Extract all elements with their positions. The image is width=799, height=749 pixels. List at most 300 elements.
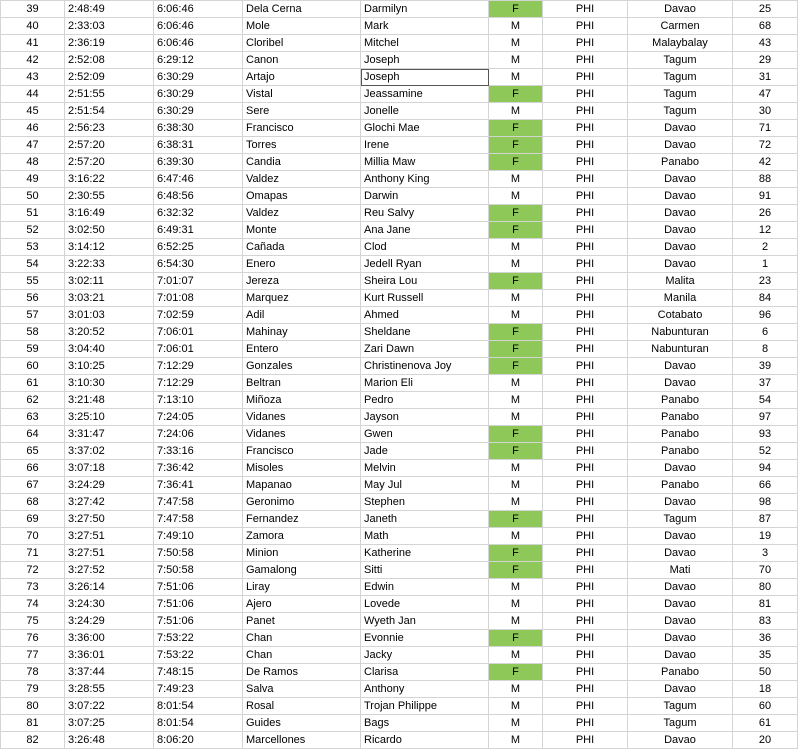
cell-finish-time[interactable]: 7:12:29 [154,358,243,375]
cell-last-name[interactable]: Valdez [243,171,361,188]
cell-country[interactable]: PHI [543,18,628,35]
cell-age[interactable]: 37 [733,375,798,392]
cell-finish-time[interactable]: 7:01:07 [154,273,243,290]
cell-last-name[interactable]: Marcellones [243,732,361,749]
cell-split-time[interactable]: 3:27:42 [65,494,154,511]
cell-split-time[interactable]: 2:52:08 [65,52,154,69]
cell-gender[interactable]: F [489,358,543,375]
cell-gender[interactable]: M [489,732,543,749]
cell-age[interactable]: 83 [733,613,798,630]
cell-country[interactable]: PHI [543,171,628,188]
cell-split-time[interactable]: 3:10:30 [65,375,154,392]
cell-age[interactable]: 29 [733,52,798,69]
cell-city[interactable]: Tagum [628,103,733,120]
cell-gender[interactable]: M [489,494,543,511]
cell-split-time[interactable]: 2:48:49 [65,1,154,18]
cell-last-name[interactable]: Valdez [243,205,361,222]
cell-finish-time[interactable]: 6:52:25 [154,239,243,256]
cell-split-time[interactable]: 2:36:19 [65,35,154,52]
cell-last-name[interactable]: Candia [243,154,361,171]
cell-gender[interactable]: F [489,324,543,341]
cell-country[interactable]: PHI [543,647,628,664]
cell-rank[interactable]: 53 [1,239,65,256]
cell-age[interactable]: 39 [733,358,798,375]
cell-country[interactable]: PHI [543,613,628,630]
cell-first-name[interactable]: May Jul [361,477,489,494]
cell-finish-time[interactable]: 7:06:01 [154,324,243,341]
cell-age[interactable]: 98 [733,494,798,511]
cell-age[interactable]: 87 [733,511,798,528]
cell-city[interactable]: Davao [628,732,733,749]
cell-country[interactable]: PHI [543,715,628,732]
cell-split-time[interactable]: 3:26:48 [65,732,154,749]
cell-city[interactable]: Davao [628,613,733,630]
cell-last-name[interactable]: Chan [243,630,361,647]
cell-rank[interactable]: 81 [1,715,65,732]
cell-last-name[interactable]: Sere [243,103,361,120]
cell-age[interactable]: 71 [733,120,798,137]
cell-split-time[interactable]: 3:22:33 [65,256,154,273]
cell-last-name[interactable]: Liray [243,579,361,596]
cell-gender[interactable]: M [489,579,543,596]
cell-rank[interactable]: 82 [1,732,65,749]
cell-country[interactable]: PHI [543,664,628,681]
cell-last-name[interactable]: Entero [243,341,361,358]
cell-country[interactable]: PHI [543,579,628,596]
cell-finish-time[interactable]: 6:06:46 [154,35,243,52]
cell-rank[interactable]: 67 [1,477,65,494]
cell-rank[interactable]: 46 [1,120,65,137]
cell-rank[interactable]: 68 [1,494,65,511]
cell-age[interactable]: 18 [733,681,798,698]
cell-first-name[interactable]: Darmilyn [361,1,489,18]
cell-city[interactable]: Carmen [628,18,733,35]
cell-first-name[interactable]: Anthony [361,681,489,698]
cell-split-time[interactable]: 3:07:22 [65,698,154,715]
cell-finish-time[interactable]: 7:13:10 [154,392,243,409]
cell-finish-time[interactable]: 7:36:41 [154,477,243,494]
cell-split-time[interactable]: 3:04:40 [65,341,154,358]
cell-country[interactable]: PHI [543,290,628,307]
cell-finish-time[interactable]: 7:24:05 [154,409,243,426]
cell-city[interactable]: Davao [628,171,733,188]
cell-first-name[interactable]: Katherine [361,545,489,562]
cell-last-name[interactable]: Zamora [243,528,361,545]
cell-city[interactable]: Davao [628,647,733,664]
cell-gender[interactable]: M [489,171,543,188]
cell-rank[interactable]: 44 [1,86,65,103]
cell-first-name[interactable]: Bags [361,715,489,732]
cell-country[interactable]: PHI [543,1,628,18]
cell-last-name[interactable]: Francisco [243,120,361,137]
cell-city[interactable]: Tagum [628,52,733,69]
cell-city[interactable]: Davao [628,494,733,511]
cell-split-time[interactable]: 3:25:10 [65,409,154,426]
cell-city[interactable]: Davao [628,239,733,256]
cell-age[interactable]: 60 [733,698,798,715]
cell-rank[interactable]: 65 [1,443,65,460]
cell-gender[interactable]: M [489,103,543,120]
cell-split-time[interactable]: 3:16:22 [65,171,154,188]
cell-gender[interactable]: M [489,256,543,273]
cell-country[interactable]: PHI [543,358,628,375]
cell-country[interactable]: PHI [543,86,628,103]
cell-finish-time[interactable]: 6:30:29 [154,103,243,120]
cell-first-name[interactable]: Jonelle [361,103,489,120]
cell-finish-time[interactable]: 7:51:06 [154,596,243,613]
cell-country[interactable]: PHI [543,511,628,528]
cell-split-time[interactable]: 3:24:29 [65,477,154,494]
cell-age[interactable]: 84 [733,290,798,307]
cell-finish-time[interactable]: 7:49:10 [154,528,243,545]
cell-last-name[interactable]: Chan [243,647,361,664]
cell-split-time[interactable]: 3:10:25 [65,358,154,375]
cell-city[interactable]: Davao [628,1,733,18]
cell-city[interactable]: Malaybalay [628,35,733,52]
cell-finish-time[interactable]: 8:01:54 [154,715,243,732]
cell-split-time[interactable]: 3:21:48 [65,392,154,409]
cell-finish-time[interactable]: 6:32:32 [154,205,243,222]
cell-age[interactable]: 81 [733,596,798,613]
cell-finish-time[interactable]: 7:51:06 [154,613,243,630]
cell-finish-time[interactable]: 6:06:46 [154,18,243,35]
cell-last-name[interactable]: Minion [243,545,361,562]
cell-first-name[interactable]: Mitchel [361,35,489,52]
cell-city[interactable]: Panabo [628,426,733,443]
cell-last-name[interactable]: Vidanes [243,409,361,426]
cell-city[interactable]: Panabo [628,392,733,409]
cell-first-name[interactable]: Pedro [361,392,489,409]
cell-first-name[interactable]: Trojan Philippe [361,698,489,715]
cell-country[interactable]: PHI [543,409,628,426]
cell-rank[interactable]: 56 [1,290,65,307]
cell-split-time[interactable]: 3:36:00 [65,630,154,647]
cell-finish-time[interactable]: 6:38:30 [154,120,243,137]
cell-gender[interactable]: M [489,290,543,307]
cell-last-name[interactable]: Mapanao [243,477,361,494]
cell-age[interactable]: 88 [733,171,798,188]
cell-first-name[interactable]: Clarisa [361,664,489,681]
cell-split-time[interactable]: 3:37:44 [65,664,154,681]
cell-finish-time[interactable]: 6:30:29 [154,86,243,103]
cell-age[interactable]: 70 [733,562,798,579]
cell-split-time[interactable]: 2:57:20 [65,137,154,154]
cell-age[interactable]: 47 [733,86,798,103]
cell-age[interactable]: 66 [733,477,798,494]
cell-age[interactable]: 61 [733,715,798,732]
cell-last-name[interactable]: Omapas [243,188,361,205]
cell-last-name[interactable]: Cloribel [243,35,361,52]
cell-city[interactable]: Davao [628,256,733,273]
cell-split-time[interactable]: 3:28:55 [65,681,154,698]
cell-last-name[interactable]: Torres [243,137,361,154]
cell-gender[interactable]: M [489,460,543,477]
cell-finish-time[interactable]: 7:53:22 [154,647,243,664]
cell-finish-time[interactable]: 8:06:20 [154,732,243,749]
cell-split-time[interactable]: 3:07:25 [65,715,154,732]
cell-first-name[interactable]: Stephen [361,494,489,511]
cell-city[interactable]: Davao [628,188,733,205]
cell-country[interactable]: PHI [543,528,628,545]
cell-split-time[interactable]: 3:24:29 [65,613,154,630]
cell-last-name[interactable]: Guides [243,715,361,732]
cell-gender[interactable]: M [489,613,543,630]
cell-gender[interactable]: M [489,392,543,409]
cell-split-time[interactable]: 2:57:20 [65,154,154,171]
cell-gender[interactable]: F [489,1,543,18]
cell-rank[interactable]: 75 [1,613,65,630]
cell-city[interactable]: Cotabato [628,307,733,324]
cell-city[interactable]: Davao [628,120,733,137]
cell-city[interactable]: Nabunturan [628,341,733,358]
cell-country[interactable]: PHI [543,443,628,460]
cell-gender[interactable]: M [489,528,543,545]
cell-rank[interactable]: 43 [1,69,65,86]
cell-finish-time[interactable]: 7:24:06 [154,426,243,443]
cell-split-time[interactable]: 2:56:23 [65,120,154,137]
cell-gender[interactable]: M [489,477,543,494]
cell-rank[interactable]: 57 [1,307,65,324]
cell-city[interactable]: Davao [628,460,733,477]
cell-country[interactable]: PHI [543,52,628,69]
cell-split-time[interactable]: 3:27:52 [65,562,154,579]
cell-first-name[interactable]: Evonnie [361,630,489,647]
cell-finish-time[interactable]: 6:29:12 [154,52,243,69]
cell-rank[interactable]: 63 [1,409,65,426]
cell-gender[interactable]: F [489,511,543,528]
cell-finish-time[interactable]: 7:47:58 [154,511,243,528]
cell-city[interactable]: Davao [628,596,733,613]
cell-finish-time[interactable]: 6:47:46 [154,171,243,188]
cell-city[interactable]: Davao [628,358,733,375]
cell-age[interactable]: 54 [733,392,798,409]
cell-first-name[interactable]: Jedell Ryan [361,256,489,273]
cell-first-name[interactable]: Clod [361,239,489,256]
cell-city[interactable]: Panabo [628,409,733,426]
cell-city[interactable]: Davao [628,222,733,239]
cell-first-name[interactable]: Edwin [361,579,489,596]
cell-split-time[interactable]: 2:30:55 [65,188,154,205]
cell-age[interactable]: 19 [733,528,798,545]
cell-age[interactable]: 68 [733,18,798,35]
cell-city[interactable]: Mati [628,562,733,579]
cell-first-name[interactable]: Sheldane [361,324,489,341]
cell-rank[interactable]: 78 [1,664,65,681]
cell-last-name[interactable]: Francisco [243,443,361,460]
cell-first-name[interactable]: Sitti [361,562,489,579]
cell-last-name[interactable]: Salva [243,681,361,698]
cell-last-name[interactable]: Marquez [243,290,361,307]
cell-split-time[interactable]: 2:51:55 [65,86,154,103]
cell-first-name[interactable]: Marion Eli [361,375,489,392]
cell-gender[interactable]: F [489,630,543,647]
cell-rank[interactable]: 74 [1,596,65,613]
cell-finish-time[interactable]: 7:50:58 [154,562,243,579]
cell-finish-time[interactable]: 7:06:01 [154,341,243,358]
cell-gender[interactable]: F [489,443,543,460]
cell-gender[interactable]: M [489,698,543,715]
cell-last-name[interactable]: Canon [243,52,361,69]
cell-age[interactable]: 30 [733,103,798,120]
cell-country[interactable]: PHI [543,69,628,86]
cell-first-name[interactable]: Math [361,528,489,545]
cell-city[interactable]: Davao [628,630,733,647]
cell-gender[interactable]: F [489,545,543,562]
cell-age[interactable]: 12 [733,222,798,239]
cell-last-name[interactable]: Miñoza [243,392,361,409]
cell-finish-time[interactable]: 7:01:08 [154,290,243,307]
cell-rank[interactable]: 72 [1,562,65,579]
cell-country[interactable]: PHI [543,426,628,443]
cell-country[interactable]: PHI [543,375,628,392]
cell-gender[interactable]: F [489,137,543,154]
cell-finish-time[interactable]: 7:47:58 [154,494,243,511]
cell-rank[interactable]: 59 [1,341,65,358]
cell-gender[interactable]: F [489,664,543,681]
cell-country[interactable]: PHI [543,732,628,749]
cell-country[interactable]: PHI [543,494,628,511]
cell-city[interactable]: Panabo [628,477,733,494]
cell-country[interactable]: PHI [543,103,628,120]
cell-rank[interactable]: 52 [1,222,65,239]
cell-city[interactable]: Davao [628,545,733,562]
cell-age[interactable]: 20 [733,732,798,749]
cell-age[interactable]: 25 [733,1,798,18]
cell-age[interactable]: 97 [733,409,798,426]
cell-age[interactable]: 1 [733,256,798,273]
cell-split-time[interactable]: 3:27:51 [65,545,154,562]
cell-last-name[interactable]: Mole [243,18,361,35]
cell-last-name[interactable]: Gamalong [243,562,361,579]
cell-first-name[interactable]: Glochi Mae [361,120,489,137]
cell-first-name[interactable]: Jeassamine [361,86,489,103]
cell-gender[interactable]: M [489,375,543,392]
cell-finish-time[interactable]: 8:01:54 [154,698,243,715]
cell-gender[interactable]: F [489,562,543,579]
cell-country[interactable]: PHI [543,239,628,256]
cell-first-name[interactable]: Kurt Russell [361,290,489,307]
cell-last-name[interactable]: Panet [243,613,361,630]
cell-gender[interactable]: F [489,222,543,239]
cell-finish-time[interactable]: 6:54:30 [154,256,243,273]
cell-gender[interactable]: M [489,52,543,69]
cell-gender[interactable]: M [489,307,543,324]
cell-finish-time[interactable]: 6:38:31 [154,137,243,154]
cell-first-name[interactable]: Joseph [361,52,489,69]
cell-gender[interactable]: M [489,647,543,664]
cell-country[interactable]: PHI [543,324,628,341]
cell-finish-time[interactable]: 7:33:16 [154,443,243,460]
cell-rank[interactable]: 49 [1,171,65,188]
cell-rank[interactable]: 76 [1,630,65,647]
cell-finish-time[interactable]: 7:49:23 [154,681,243,698]
cell-split-time[interactable]: 3:27:51 [65,528,154,545]
cell-rank[interactable]: 60 [1,358,65,375]
cell-rank[interactable]: 54 [1,256,65,273]
cell-rank[interactable]: 80 [1,698,65,715]
cell-last-name[interactable]: Enero [243,256,361,273]
cell-rank[interactable]: 71 [1,545,65,562]
cell-rank[interactable]: 61 [1,375,65,392]
cell-finish-time[interactable]: 7:02:59 [154,307,243,324]
cell-last-name[interactable]: Vistal [243,86,361,103]
cell-last-name[interactable]: Geronimo [243,494,361,511]
cell-age[interactable]: 72 [733,137,798,154]
cell-first-name[interactable]: Lovede [361,596,489,613]
cell-country[interactable]: PHI [543,630,628,647]
cell-gender[interactable]: M [489,35,543,52]
cell-split-time[interactable]: 3:03:21 [65,290,154,307]
cell-last-name[interactable]: Jereza [243,273,361,290]
cell-finish-time[interactable]: 7:53:22 [154,630,243,647]
cell-country[interactable]: PHI [543,341,628,358]
cell-split-time[interactable]: 3:20:52 [65,324,154,341]
cell-last-name[interactable]: Ajero [243,596,361,613]
cell-city[interactable]: Tagum [628,86,733,103]
cell-age[interactable]: 6 [733,324,798,341]
cell-gender[interactable]: F [489,120,543,137]
cell-city[interactable]: Tagum [628,715,733,732]
cell-city[interactable]: Davao [628,137,733,154]
cell-city[interactable]: Panabo [628,664,733,681]
cell-finish-time[interactable]: 7:50:58 [154,545,243,562]
cell-split-time[interactable]: 2:51:54 [65,103,154,120]
cell-split-time[interactable]: 3:26:14 [65,579,154,596]
cell-city[interactable]: Davao [628,205,733,222]
cell-gender[interactable]: F [489,86,543,103]
cell-finish-time[interactable]: 7:51:06 [154,579,243,596]
cell-split-time[interactable]: 3:37:02 [65,443,154,460]
cell-first-name[interactable]: Jade [361,443,489,460]
cell-gender[interactable]: M [489,409,543,426]
cell-country[interactable]: PHI [543,188,628,205]
cell-rank[interactable]: 66 [1,460,65,477]
cell-rank[interactable]: 64 [1,426,65,443]
cell-last-name[interactable]: Dela Cerna [243,1,361,18]
cell-country[interactable]: PHI [543,205,628,222]
cell-country[interactable]: PHI [543,545,628,562]
cell-last-name[interactable]: Misoles [243,460,361,477]
cell-last-name[interactable]: Vidanes [243,426,361,443]
cell-finish-time[interactable]: 7:12:29 [154,375,243,392]
cell-split-time[interactable]: 2:52:09 [65,69,154,86]
cell-city[interactable]: Davao [628,579,733,596]
cell-rank[interactable]: 62 [1,392,65,409]
cell-gender[interactable]: F [489,273,543,290]
cell-city[interactable]: Davao [628,528,733,545]
cell-split-time[interactable]: 3:16:49 [65,205,154,222]
cell-country[interactable]: PHI [543,596,628,613]
cell-rank[interactable]: 58 [1,324,65,341]
cell-gender[interactable]: M [489,69,543,86]
cell-gender[interactable]: F [489,341,543,358]
cell-age[interactable]: 35 [733,647,798,664]
cell-first-name[interactable]: Sheira Lou [361,273,489,290]
cell-age[interactable]: 93 [733,426,798,443]
cell-age[interactable]: 42 [733,154,798,171]
cell-split-time[interactable]: 2:33:03 [65,18,154,35]
cell-age[interactable]: 94 [733,460,798,477]
cell-city[interactable]: Malita [628,273,733,290]
cell-finish-time[interactable]: 7:36:42 [154,460,243,477]
cell-age[interactable]: 3 [733,545,798,562]
cell-age[interactable]: 31 [733,69,798,86]
cell-gender[interactable]: M [489,681,543,698]
cell-split-time[interactable]: 3:24:30 [65,596,154,613]
cell-country[interactable]: PHI [543,562,628,579]
cell-split-time[interactable]: 3:31:47 [65,426,154,443]
cell-last-name[interactable]: Gonzales [243,358,361,375]
